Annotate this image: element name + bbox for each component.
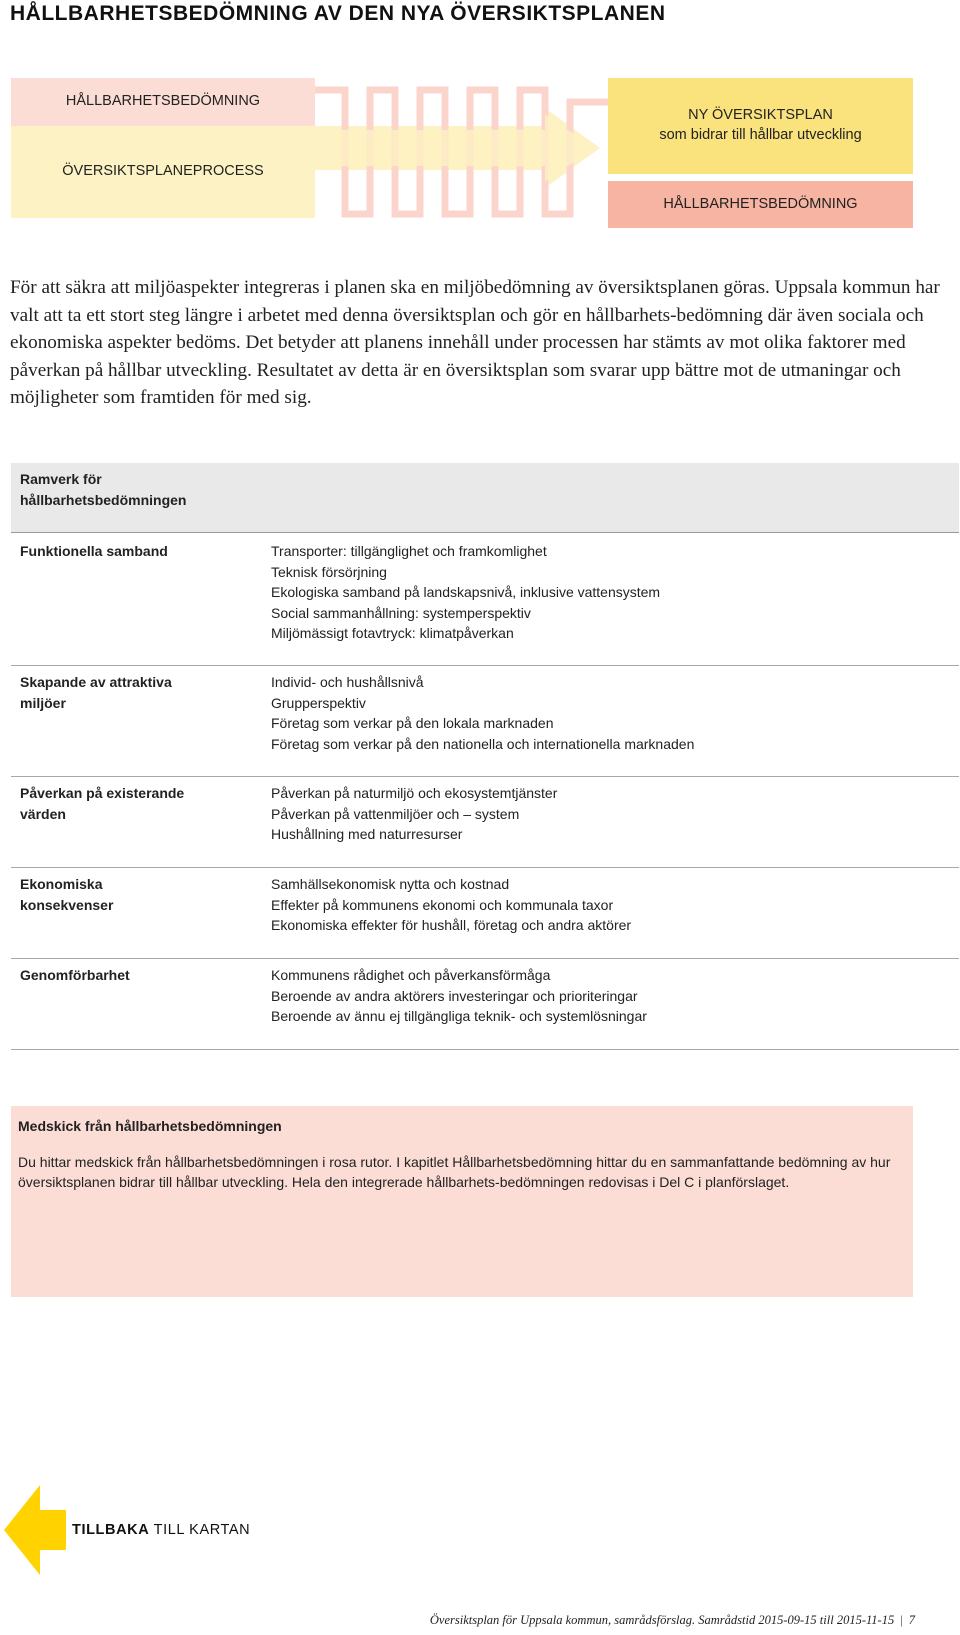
framework-item: Social sammanhållning: systemperspektiv [271,604,531,621]
framework-item: Individ- och hushållsnivå [271,674,424,690]
diagram-process-box: ÖVERSIKTSPLANEPROCESS [11,126,315,218]
framework-item: Påverkan på naturmiljö och ekosystemtjänster [271,785,558,801]
framework-item: Företag som verkar på den nationella och internationella marknaden [271,735,695,752]
framework-item: Effekter på kommunens ekonomi och kommunala taxor [271,896,614,913]
page-footer: Översiktsplan för Uppsala kommun, samrådsförslag. Samrådstid 2015-09-15 till 2015-11-15 | 7 [429,1613,915,1627]
framework-item: Kommunens rådighet och påverkansförmåga [271,967,551,983]
medskick-body: Du hittar medskick från hållbarhetsbedömningen i rosa rutor. I kapitlet Hållbarhetsbedömning hittar du en sammanfattande bedömning av hur översiktsplanen bidrar till hållbar utveckling. Hela den integrerade hållbarhets-bedömningen redovisas i Del C i planförslaget. [18,1153,891,1190]
framework-item: Samhällsekonomisk nytta och kostnad [271,876,510,892]
framework-item: Beroende av andra aktörers investeringar och prioriteringar [271,987,638,1004]
framework-table [11,463,959,1050]
framework-row-label [11,874,271,958]
framework-item: Transporter: tillgänglighet och framkomlighet [271,543,547,559]
framework-row-label [11,672,271,776]
framework-item: Beroende av ännu ej tillgängliga teknik- och systemlösningar [271,1008,647,1024]
framework-row-label [11,965,271,1049]
framework-item: Teknisk försörjning [271,563,387,580]
framework-row-label [11,783,271,867]
framework-row [11,666,959,777]
framework-row-items [271,541,660,665]
framework-item: Ekologiska samband på landskapsnivå, inklusive vattensystem [271,584,661,600]
framework-table-header [11,463,959,533]
framework-row [11,777,959,868]
intro-paragraph: För att säkra att miljöaspekter integreras i planen ska en miljöbedömning av översiktsplanen göras. Uppsala kommun har valt att ta ett stort steg längre i arbetet med denna översiktsplan och gör en hållbarhets-bedömning där även sociala och ekonomiska aspekter bedöms. Det betyder att planens innehåll under processen har stämts av mot olika faktorer med påverkan på hållbar utveckling. Resultatet av detta är en översiktsplan som svarar upp bättre mot de utmaningar och möjligheter som framtiden för med sig. [10,277,940,408]
diagram-new-plan-subtitle: som bidrar till hållbar utveckling [659,127,862,143]
back-label-bold: TILLBAKA [72,1522,150,1538]
framework-row-items [271,965,647,1049]
page-title: HÅLLBARHETSBEDÖMNING AV DEN NYA ÖVERSIKTSPLANEN [10,2,666,25]
back-to-map-link[interactable] [4,1480,304,1580]
framework-item: Miljömässigt fotavtryck: klimatpåverkan [271,625,514,641]
framework-table-title: Ramverk för hållbarhetsbedömningen [20,471,187,508]
framework-row-label-text: Påverkan på existerande värden [20,785,185,822]
framework-item: Grupperspektiv [271,694,366,711]
framework-item: Ekonomiska effekter för hushåll, företag och andra aktörer [271,917,632,933]
framework-row [11,533,959,666]
back-to-map-label[interactable] [72,1522,250,1538]
page-number: 7 [908,1613,915,1627]
framework-item: Påverkan på vattenmiljöer och – system [271,805,520,822]
diagram-new-plan-box [608,78,913,174]
diagram-result-sustainability-box: HÅLLBARHETSBEDÖMNING [608,181,913,228]
framework-row-items [271,672,694,776]
framework-row-items [271,874,631,958]
arrow-left-icon [4,1480,74,1580]
medskick-box [11,1106,913,1297]
framework-item: Hushållning med naturresurser [271,826,463,842]
framework-row-label-text: Skapande av attraktiva miljöer [20,674,172,711]
framework-row-items [271,783,557,867]
diagram-sustainability-box: HÅLLBARHETSBEDÖMNING [11,78,315,126]
medskick-heading: Medskick från hållbarhetsbedömningen [18,1118,282,1134]
back-label-rest: TILL KARTAN [153,1522,251,1538]
framework-row-label [11,541,271,665]
framework-row [11,959,959,1050]
framework-row-label-text: Funktionella samband [20,543,168,559]
framework-item: Företag som verkar på den lokala marknaden [271,715,554,731]
framework-row-label-text: Genomförbarhet [20,967,130,983]
framework-row [11,868,959,959]
footer-text: Översiktsplan för Uppsala kommun, samrådsförslag. Samrådstid 2015-09-15 till 2015-11-15 [429,1613,895,1627]
diagram-new-plan-title: NY ÖVERSIKTSPLAN [688,107,833,124]
framework-row-label-text: Ekonomiska konsekvenser [20,876,114,913]
process-diagram [0,70,960,240]
